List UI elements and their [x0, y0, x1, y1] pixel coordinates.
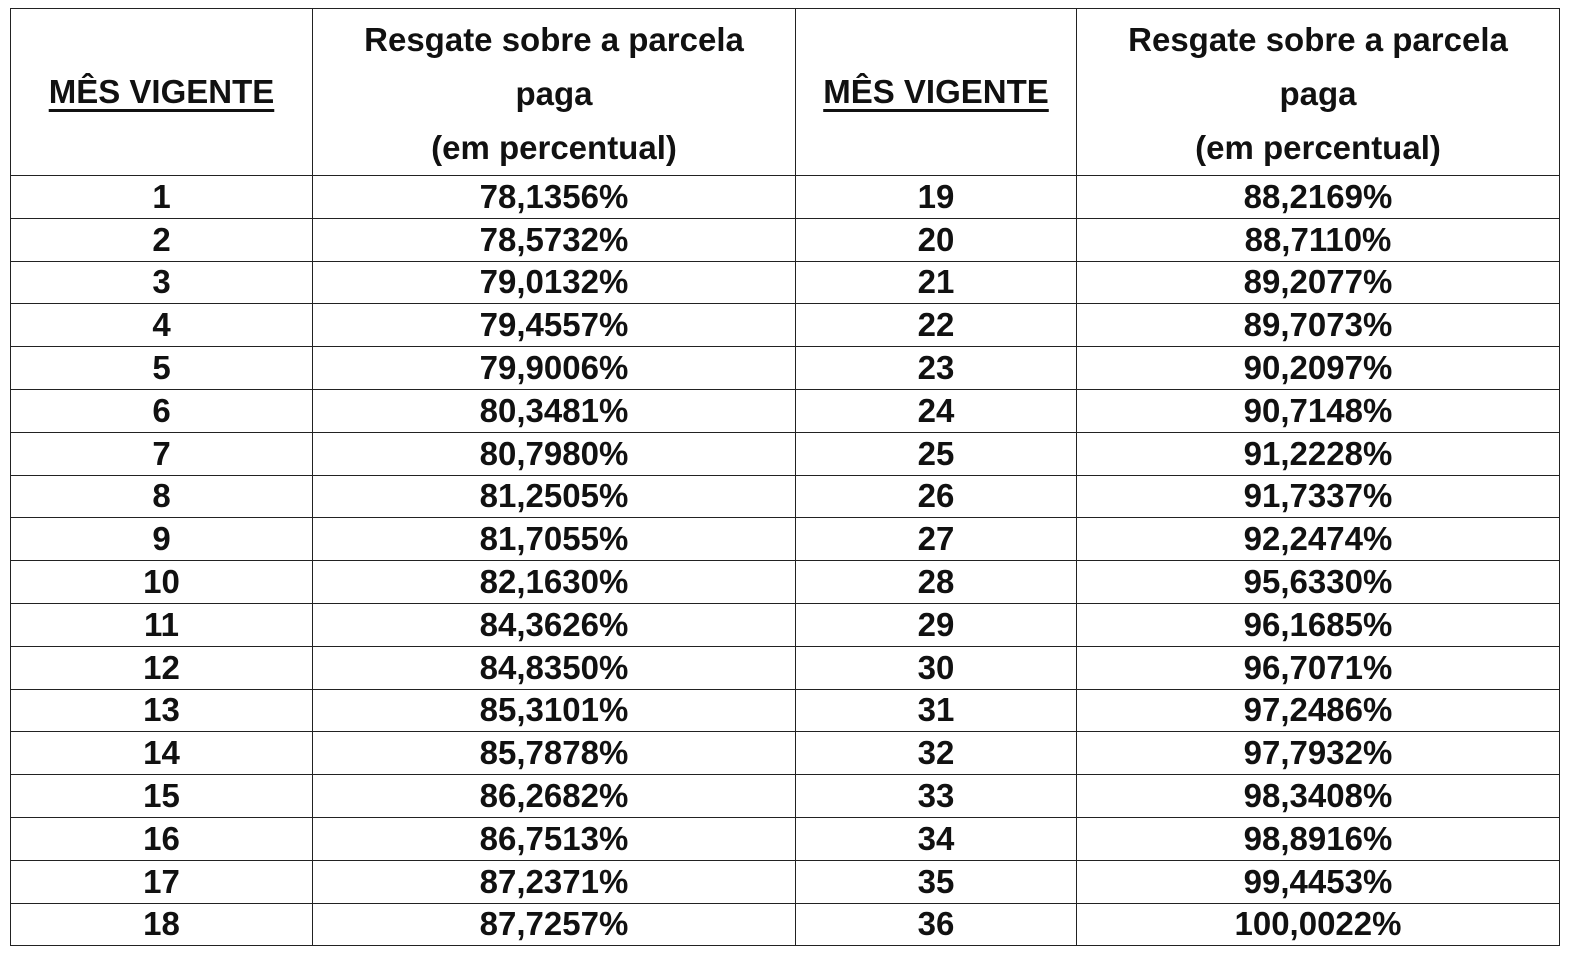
month-cell-left: 3 — [11, 261, 313, 304]
percent-cell-right: 98,3408% — [1077, 775, 1560, 818]
percent-header-line1: Resgate sobre a parcela — [1128, 21, 1508, 58]
table-row — [11, 518, 1560, 561]
table-row — [11, 176, 1560, 219]
table-row — [11, 646, 1560, 689]
month-cell-left: 4 — [11, 304, 313, 347]
month-cell-right: 30 — [796, 646, 1077, 689]
month-cell-right: 22 — [796, 304, 1077, 347]
table-body — [11, 176, 1560, 946]
percent-cell-left: 79,9006% — [313, 347, 796, 390]
redemption-table — [10, 8, 1560, 946]
table-row — [11, 347, 1560, 390]
percent-header-line3: (em percentual) — [1195, 129, 1441, 166]
percent-cell-left: 84,8350% — [313, 646, 796, 689]
table-row — [11, 475, 1560, 518]
month-cell-right: 35 — [796, 860, 1077, 903]
percent-cell-right: 96,7071% — [1077, 646, 1560, 689]
month-cell-left: 18 — [11, 903, 313, 946]
table-row — [11, 389, 1560, 432]
table-row — [11, 732, 1560, 775]
percent-header-line2: paga — [515, 75, 593, 112]
month-cell-right: 24 — [796, 389, 1077, 432]
table-row — [11, 218, 1560, 261]
month-cell-right: 31 — [796, 689, 1077, 732]
month-cell-left: 17 — [11, 860, 313, 903]
table-row — [11, 432, 1560, 475]
table-row — [11, 561, 1560, 604]
table-row — [11, 689, 1560, 732]
month-cell-right: 19 — [796, 176, 1077, 219]
month-cell-left: 11 — [11, 603, 313, 646]
month-cell-right: 21 — [796, 261, 1077, 304]
month-cell-left: 14 — [11, 732, 313, 775]
percent-cell-right: 95,6330% — [1077, 561, 1560, 604]
month-cell-left: 16 — [11, 817, 313, 860]
percent-cell-left: 87,7257% — [313, 903, 796, 946]
percent-cell-right: 91,2228% — [1077, 432, 1560, 475]
month-cell-left: 15 — [11, 775, 313, 818]
percent-cell-right: 91,7337% — [1077, 475, 1560, 518]
month-header-left: MÊS VIGENTE — [11, 9, 313, 176]
percent-header-line2: paga — [1279, 75, 1357, 112]
percent-cell-right: 97,2486% — [1077, 689, 1560, 732]
percent-cell-left: 84,3626% — [313, 603, 796, 646]
table-row — [11, 775, 1560, 818]
month-cell-left: 8 — [11, 475, 313, 518]
table-row — [11, 261, 1560, 304]
table-row — [11, 817, 1560, 860]
percent-header-line3: (em percentual) — [431, 129, 677, 166]
month-cell-right: 23 — [796, 347, 1077, 390]
percent-cell-right: 98,8916% — [1077, 817, 1560, 860]
percent-cell-left: 85,7878% — [313, 732, 796, 775]
table-row — [11, 903, 1560, 946]
month-cell-right: 34 — [796, 817, 1077, 860]
table-row — [11, 603, 1560, 646]
percent-cell-right: 89,7073% — [1077, 304, 1560, 347]
percent-cell-left: 79,0132% — [313, 261, 796, 304]
header-row — [11, 9, 1560, 176]
percent-header-line1: Resgate sobre a parcela — [364, 21, 744, 58]
month-cell-left: 10 — [11, 561, 313, 604]
month-cell-right: 32 — [796, 732, 1077, 775]
table-row — [11, 304, 1560, 347]
percent-cell-right: 99,4453% — [1077, 860, 1560, 903]
percent-cell-left: 80,3481% — [313, 389, 796, 432]
table-row — [11, 860, 1560, 903]
month-cell-left: 13 — [11, 689, 313, 732]
month-cell-right: 25 — [796, 432, 1077, 475]
table-header — [11, 9, 1560, 176]
percent-cell-right: 92,2474% — [1077, 518, 1560, 561]
percent-cell-left: 78,5732% — [313, 218, 796, 261]
month-cell-right: 26 — [796, 475, 1077, 518]
percent-cell-left: 82,1630% — [313, 561, 796, 604]
month-cell-left: 9 — [11, 518, 313, 561]
month-cell-left: 5 — [11, 347, 313, 390]
month-cell-left: 2 — [11, 218, 313, 261]
percent-cell-left: 87,2371% — [313, 860, 796, 903]
percent-cell-right: 90,2097% — [1077, 347, 1560, 390]
month-header-right: MÊS VIGENTE — [796, 9, 1077, 176]
percent-header-right — [1077, 9, 1560, 176]
month-cell-left: 6 — [11, 389, 313, 432]
percent-header-left — [313, 9, 796, 176]
redemption-table-sheet — [10, 8, 1559, 946]
percent-cell-right: 90,7148% — [1077, 389, 1560, 432]
percent-cell-right: 97,7932% — [1077, 732, 1560, 775]
month-cell-right: 36 — [796, 903, 1077, 946]
percent-cell-right: 96,1685% — [1077, 603, 1560, 646]
month-cell-left: 12 — [11, 646, 313, 689]
percent-cell-left: 78,1356% — [313, 176, 796, 219]
month-cell-right: 20 — [796, 218, 1077, 261]
month-cell-left: 1 — [11, 176, 313, 219]
percent-cell-right: 89,2077% — [1077, 261, 1560, 304]
percent-cell-right: 88,2169% — [1077, 176, 1560, 219]
percent-cell-left: 80,7980% — [313, 432, 796, 475]
percent-cell-left: 86,7513% — [313, 817, 796, 860]
month-cell-right: 29 — [796, 603, 1077, 646]
percent-cell-left: 81,2505% — [313, 475, 796, 518]
percent-cell-left: 79,4557% — [313, 304, 796, 347]
percent-cell-left: 81,7055% — [313, 518, 796, 561]
month-cell-left: 7 — [11, 432, 313, 475]
percent-cell-left: 86,2682% — [313, 775, 796, 818]
percent-cell-left: 85,3101% — [313, 689, 796, 732]
percent-cell-right: 100,0022% — [1077, 903, 1560, 946]
month-cell-right: 28 — [796, 561, 1077, 604]
month-cell-right: 27 — [796, 518, 1077, 561]
month-cell-right: 33 — [796, 775, 1077, 818]
percent-cell-right: 88,7110% — [1077, 218, 1560, 261]
